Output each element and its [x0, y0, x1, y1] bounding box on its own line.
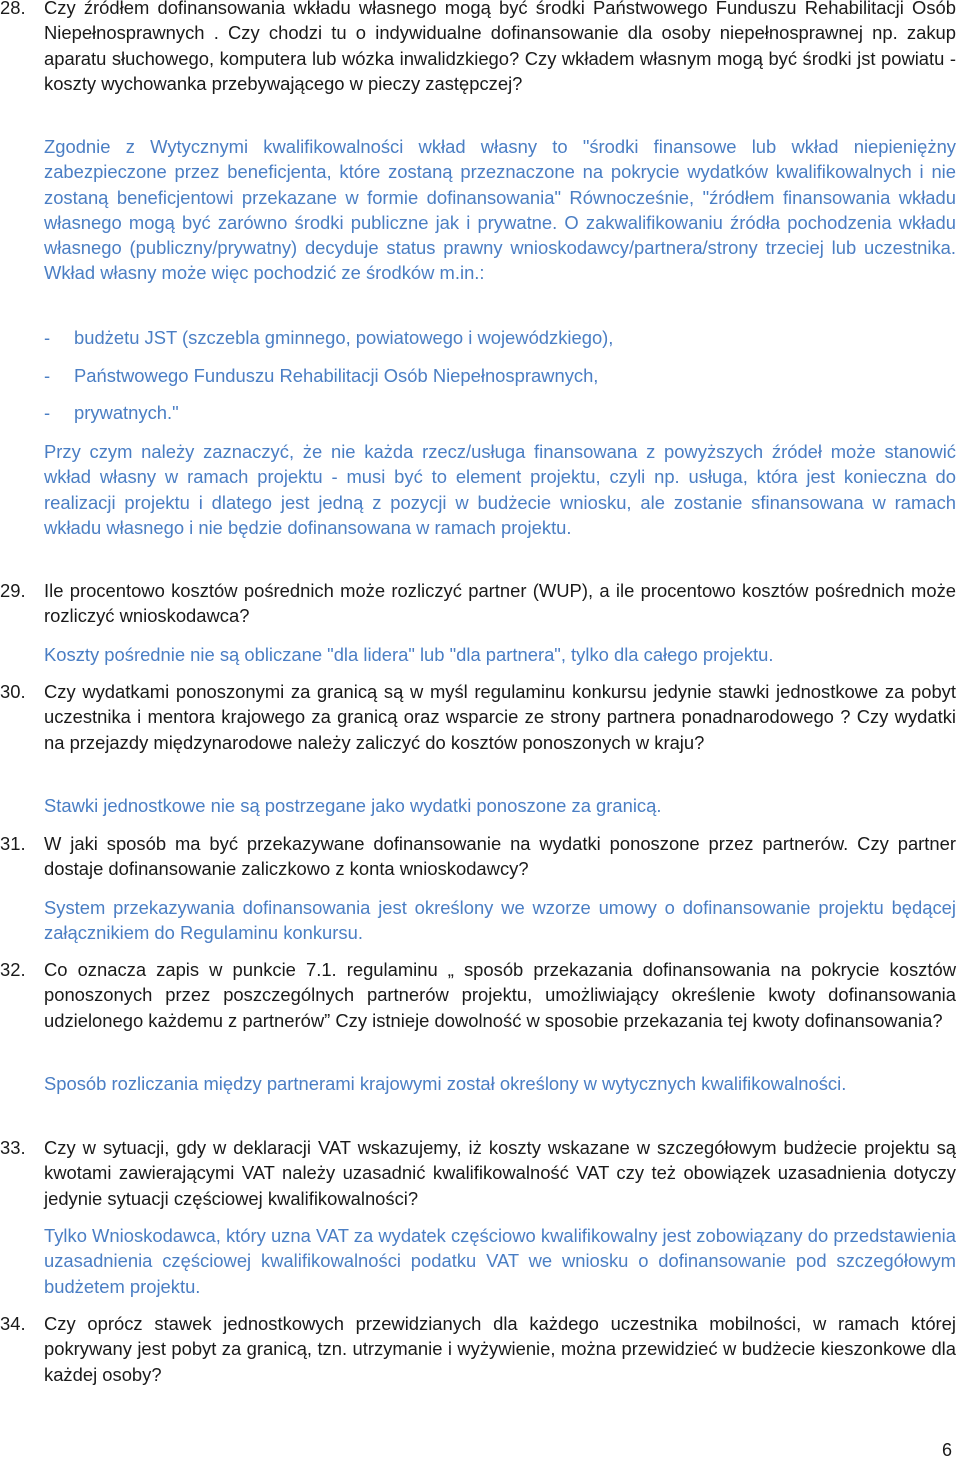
- list-item-text: prywatnych.": [74, 402, 179, 423]
- question-number: 33.: [0, 1137, 26, 1158]
- answer-30: Stawki jednostkowe nie są postrzegane jako wydatki ponoszone za granicą.: [44, 795, 662, 816]
- question-31: [0, 831, 956, 882]
- question-text: Czy w sytuacji, gdy w deklaracji VAT wskazujemy, iż koszty wskazane w szczegółowym budżecie projektu są kwotami zawierającymi VAT należy uzasadnić kwalifikowalność VAT czy też obowiązek uzasadnienia dotyczy jedynie sytuacji częściowej kwalifikowalności?: [44, 1137, 956, 1209]
- question-number: 31.: [0, 833, 26, 854]
- question-34: [0, 1311, 956, 1387]
- question-number: 30.: [0, 681, 26, 702]
- answer-31: System przekazywania dofinansowania jest określony we wzorze umowy o dofinansowanie projektu będącej załącznikiem do Regulaminu konkursu.: [44, 897, 956, 944]
- bullet-dash: -: [44, 365, 51, 386]
- bullet-dash: -: [44, 402, 51, 423]
- answer-28-outro: Przy czym należy zaznaczyć, że nie każda rzecz/usługa finansowana z powyższych źródeł może stanowić wkład własny w ramach projektu - musi być to element projektu, czyli np. usługa, która jest konieczna do realizacji projektu i dlatego jest jedną z pozycji w budżecie wniosku, ale zostanie sfinansowana w ramach wkładu własnego i nie będzie dofinansowana w ramach projektu.: [44, 441, 956, 538]
- question-29: [0, 578, 956, 629]
- question-number: 29.: [0, 580, 26, 601]
- question-33: [0, 1135, 956, 1211]
- answer-32: Sposób rozliczania między partnerami krajowymi został określony w wytycznych kwalifikowalności.: [44, 1073, 847, 1094]
- question-text: Czy źródłem dofinansowania wkładu własnego mogą być środki Państwowego Funduszu Rehabilitacji Osób Niepełnosprawnych . Czy chodzi tu o indywidualne dofinansowanie dla osoby niepełnosprawnej np. zakup aparatu słuchowego, komputera lub wózka inwalidzkiego? Czy wkładem własnym mogą być środki jst powiatu - koszty wychowanka przebywającego w pieczy zastępczej?: [44, 0, 956, 94]
- question-32: [0, 957, 956, 1033]
- question-30: [0, 679, 956, 755]
- question-text: W jaki sposób ma być przekazywane dofinansowanie na wydatki ponoszone przez partnerów. Czy partner dostaje dofinansowanie zaliczkowo z konta wnioskodawcy?: [44, 833, 956, 880]
- answer-29: Koszty pośrednie nie są obliczane "dla lidera" lub "dla partnera", tylko dla całego projektu.: [44, 644, 774, 665]
- question-text: Czy oprócz stawek jednostkowych przewidzianych dla każdego uczestnika mobilności, w ramach której pokrywany jest pobyt za granicą, tzn. utrzymanie i wyżywienie, można przewidzieć w budżecie kieszonkowe dla każdej osoby?: [44, 1313, 956, 1385]
- page-number: 6: [941, 1440, 952, 1460]
- question-text: Czy wydatkami ponoszonymi za granicą są w myśl regulaminu konkursu jedynie stawki jednostkowe za pobyt uczestnika i mentora krajowego za granicą oraz wsparcie ze strony partnera ponadnarodowego ? Czy wydatki na przejazdy międzynarodowe należy zaliczyć do kosztów ponoszonych w kraju?: [44, 681, 956, 753]
- question-28: [0, 0, 956, 96]
- list-item-text: budżetu JST (szczebla gminnego, powiatowego i wojewódzkiego),: [74, 327, 614, 348]
- question-text: Ile procentowo kosztów pośrednich może rozliczyć partner (WUP), a ile procentowo kosztów pośrednich może rozliczyć wnioskodawca?: [44, 580, 956, 627]
- question-text: Co oznacza zapis w punkcie 7.1. regulaminu „ sposób przekazania dofinansowania na pokrycie kosztów ponoszonych przez poszczególnych partnerów projektu, umożliwiający określenie kwoty dofinansowania udzielonego każdemu z partnerów” Czy istnieje dowolność w sposobie przekazania tej kwoty dofinansowania?: [44, 959, 956, 1031]
- question-number: 34.: [0, 1313, 26, 1334]
- answer-33: Tylko Wnioskodawca, który uzna VAT za wydatek częściowo kwalifikowalny jest zobowiązany do przedstawienia uzasadnienia częściowej kwalifikowalności podatku VAT we wniosku o dofinansowanie pod szczegółowym budżetem projektu.: [44, 1225, 956, 1297]
- question-number: 28.: [0, 0, 26, 18]
- bullet-dash: -: [44, 327, 51, 348]
- list-item-text: Państwowego Funduszu Rehabilitacji Osób Niepełnosprawnych,: [74, 365, 599, 386]
- answer-28-intro: Zgodnie z Wytycznymi kwalifikowalności wkład własny to "środki finansowe lub wkład niepieniężny zabezpieczone przez beneficjenta, które zostaną przeznaczone na pokrycie wydatków kwalifikowalnych i nie zostaną beneficjentowi przekazane w formie dofinansowania" Równocześnie, "źródłem finansowania wkładu własnego mogą być zarówno środki publiczne jak i prywatne. O zakwalifikowaniu źródła pochodzenia wkładu własnego (publiczny/prywatny) decyduje status prawny wnioskodawcy/partnera/strony trzeciej lub uczestnika. Wkład własny może więc pochodzić ze środków m.in.:: [44, 136, 956, 284]
- question-number: 32.: [0, 959, 26, 980]
